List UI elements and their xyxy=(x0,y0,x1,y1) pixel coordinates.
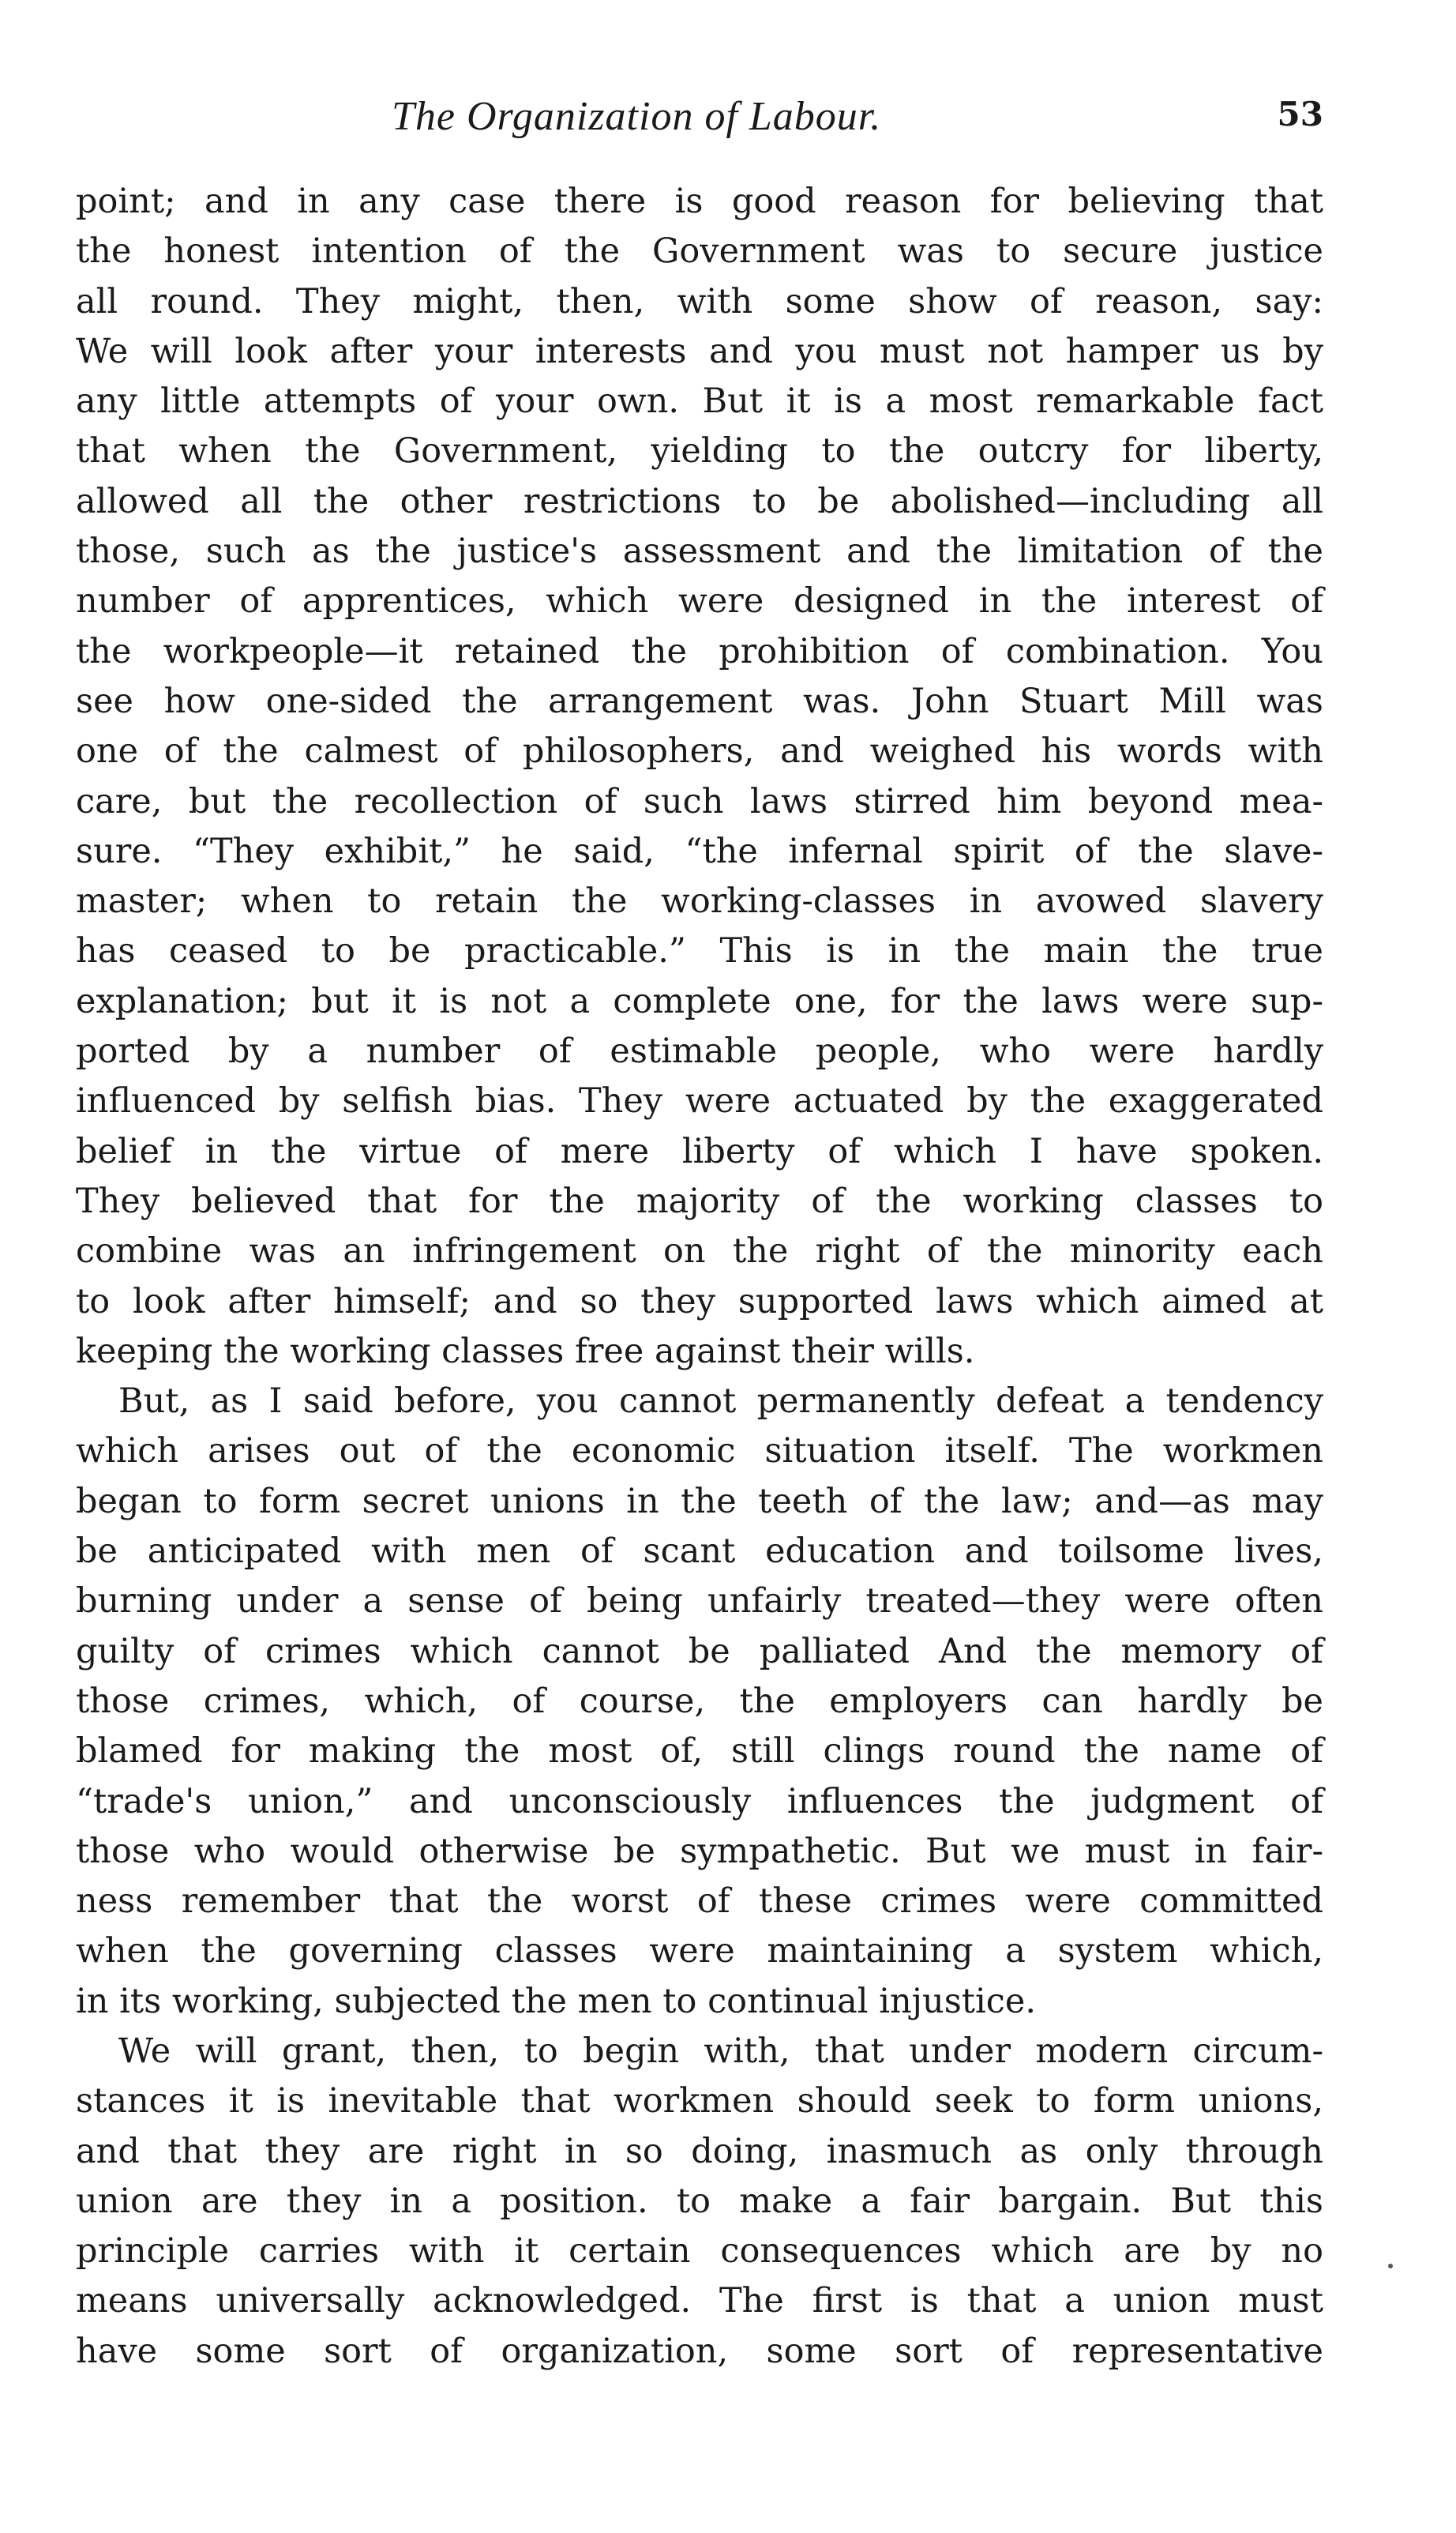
running-title: The Organization of Labour. xyxy=(392,94,882,139)
text-line: We will look after your interests and you must not hamper us by xyxy=(76,331,1323,371)
text-line: We will grant, then, to begin with, that under modern circum- xyxy=(118,2031,1323,2071)
text-line: have some sort of organization, some sort of representative xyxy=(76,2331,1323,2371)
text-line: those who would otherwise be sympathetic. But we must in fair- xyxy=(76,1831,1323,1871)
body-text xyxy=(76,177,1323,2377)
text-line: means universally acknowledged. The first is that a union must xyxy=(76,2281,1323,2321)
text-line: They believed that for the majority of the working classes to xyxy=(76,1181,1323,1221)
text-line: guilty of crimes which cannot be palliated And the memory of xyxy=(76,1631,1323,1671)
text-line: combine was an infringement on the right of the minority each xyxy=(76,1231,1323,1272)
page-number: 53 xyxy=(1277,95,1323,133)
text-line: be anticipated with men of scant education and toilsome lives, xyxy=(76,1531,1323,1572)
text-line: the honest intention of the Government was to secure justice xyxy=(76,231,1323,272)
text-line: which arises out of the economic situation itself. The workmen xyxy=(76,1431,1323,1471)
text-line: blamed for making the most of, still clings round the name of xyxy=(76,1731,1323,1772)
text-line: master; when to retain the working-classes in avowed slavery xyxy=(76,881,1323,922)
text-line: in its working, subjected the men to continual injustice. xyxy=(76,1981,1036,2021)
text-line: allowed all the other restrictions to be abolished—including all xyxy=(76,481,1323,521)
text-line: union are they in a position. to make a fair bargain. But this xyxy=(76,2181,1323,2221)
text-line: influenced by selfish bias. They were actuated by the exaggerated xyxy=(76,1081,1323,1122)
text-line: number of apprentices, which were designed in the interest of xyxy=(76,581,1323,622)
book-page xyxy=(76,76,1323,2377)
text-line: and that they are right in so doing, inasmuch as only through xyxy=(76,2131,1323,2171)
text-line: belief in the virtue of mere liberty of which I have spoken. xyxy=(76,1131,1323,1171)
text-line: keeping the working classes free against their wills. xyxy=(76,1331,975,1371)
text-line: ness remember that the worst of these crimes were committed xyxy=(76,1881,1323,1922)
text-line: burning under a sense of being unfairly treated—they were often xyxy=(76,1581,1323,1622)
print-speck xyxy=(1388,2264,1393,2268)
running-head xyxy=(76,76,1323,152)
text-line: when the governing classes were maintaining a system which, xyxy=(76,1931,1323,1971)
text-line: point; and in any case there is good reason for believing that xyxy=(76,182,1323,221)
text-line: sure. “They exhibit,” he said, “the infernal spirit of the slave- xyxy=(76,831,1323,871)
text-line: those, such as the justice's assessment and the limitation of the xyxy=(76,532,1323,572)
text-line: see how one-sided the arrangement was. John Stuart Mill was xyxy=(76,681,1323,721)
text-line: that when the Government, yielding to the outcry for liberty, xyxy=(76,431,1323,472)
paragraph-1 xyxy=(76,177,1323,1377)
text-line: “trade's union,” and unconsciously influences the judgment of xyxy=(76,1781,1323,1821)
text-line: care, but the recollection of such laws stirred him beyond mea- xyxy=(76,781,1323,821)
text-line: those crimes, which, of course, the employers can hardly be xyxy=(76,1681,1323,1721)
text-line: explanation; but it is not a complete one, for the laws were sup- xyxy=(76,981,1323,1021)
text-line: to look after himself; and so they supported laws which aimed at xyxy=(76,1281,1323,1321)
paragraph-3 xyxy=(76,2027,1323,2377)
text-line: began to form secret unions in the teeth of the law; and—as may xyxy=(76,1481,1323,1521)
text-line: any little attempts of your own. But it is a most remarkable fact xyxy=(76,381,1323,422)
text-line: But, as I said before, you cannot permanently defeat a tendency xyxy=(118,1381,1323,1422)
text-line: all round. They might, then, with some show of reason, say: xyxy=(76,281,1323,321)
text-line: has ceased to be practicable.” This is in the main the true xyxy=(76,931,1323,971)
text-line: ported by a number of estimable people, who were hardly xyxy=(76,1032,1323,1072)
text-line: principle carries with it certain consequences which are by no xyxy=(76,2231,1323,2272)
text-line: stances it is inevitable that workmen should seek to form unions, xyxy=(76,2081,1323,2121)
text-line: one of the calmest of philosophers, and weighed his words with xyxy=(76,731,1323,772)
paragraph-2 xyxy=(76,1377,1323,2027)
text-line: the workpeople—it retained the prohibition of combination. You xyxy=(76,631,1323,671)
